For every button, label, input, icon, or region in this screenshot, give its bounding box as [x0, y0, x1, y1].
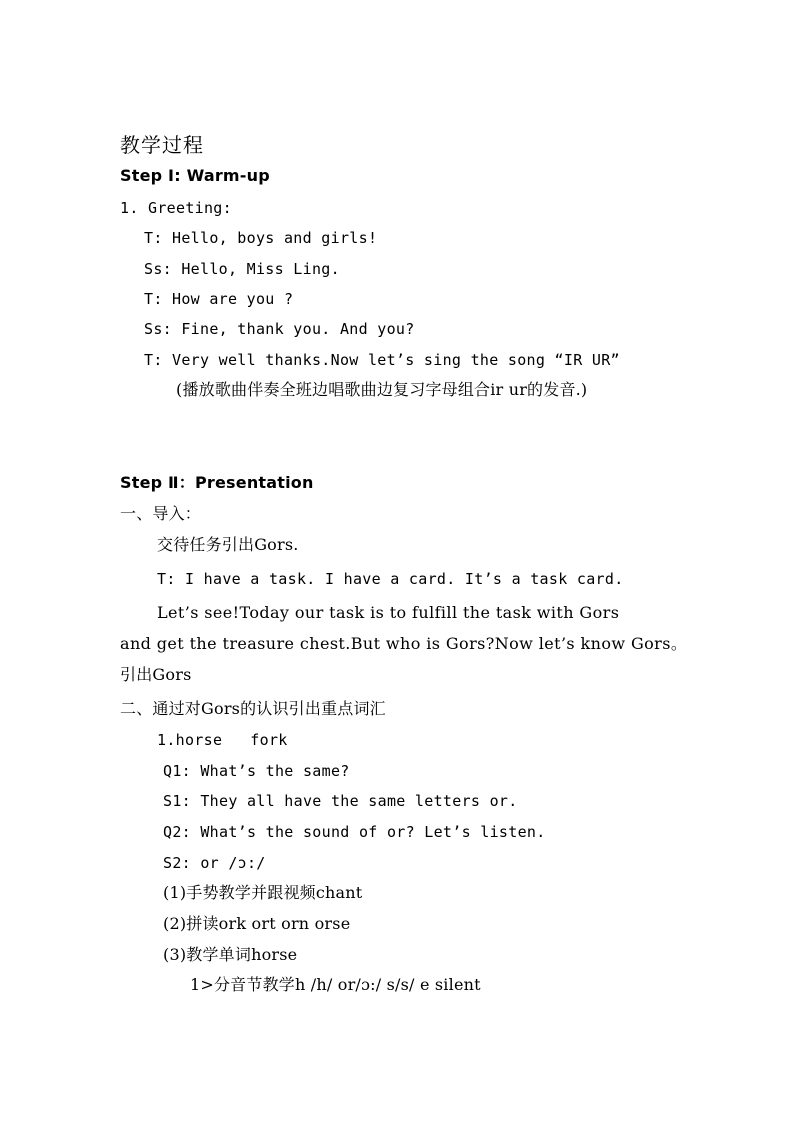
list-item: (3)教学单词horse — [163, 945, 298, 964]
list-item: (1)手势教学并跟视频chant — [163, 883, 363, 902]
list-item: (2)拼读ork ort orn orse — [163, 914, 351, 933]
greeting-label: 1. Greeting: — [120, 199, 232, 217]
dialogue-line: Ss: Fine, thank you. And you? — [144, 320, 415, 338]
paragraph-line: and get the treasure chest.But who is Gors?Now let’s know Gors。 — [120, 634, 688, 653]
qa-line: S1: They all have the same letters or. — [163, 792, 518, 810]
page-title: 教学过程 — [120, 133, 204, 157]
part2-label: 二、通过对Gors的认识引出重点词汇 — [120, 699, 386, 718]
step2-heading: Step Ⅱ：Presentation — [120, 473, 314, 492]
dialogue-line: T: Very well thanks.Now let’s sing the song “IR UR” — [144, 351, 620, 369]
qa-line: Q2: What’s the sound of or? Let’s listen. — [163, 823, 546, 841]
dialogue-line: T: Hello, boys and girls! — [144, 229, 378, 247]
step1-heading: Step Ⅰ: Warm-up — [120, 166, 270, 185]
part1-label: 一、导入： — [120, 504, 202, 523]
paragraph-line: Let’s see!Today our task is to fulfill the task with Gors — [157, 603, 620, 622]
task-line: T: I have a task. I have a card. It’s a task card. — [157, 570, 624, 588]
dialogue-line: T: How are you ? — [144, 290, 294, 308]
song-note: (播放歌曲伴奏全班边唱歌曲边复习字母组合ir ur的发音.) — [176, 380, 588, 399]
key-words: 1.horse fork — [157, 731, 288, 749]
dialogue-line: Ss: Hello, Miss Ling. — [144, 260, 340, 278]
intro-line: 交待任务引出Gors. — [157, 535, 299, 554]
paragraph-line: 引出Gors — [120, 665, 192, 684]
qa-line: S2: or /ɔ:/ — [163, 854, 266, 872]
qa-line: Q1: What’s the same? — [163, 762, 350, 780]
sub-list-item: 1>分音节教学h /h/ or/ɔ:/ s/s/ e silent — [190, 975, 481, 994]
